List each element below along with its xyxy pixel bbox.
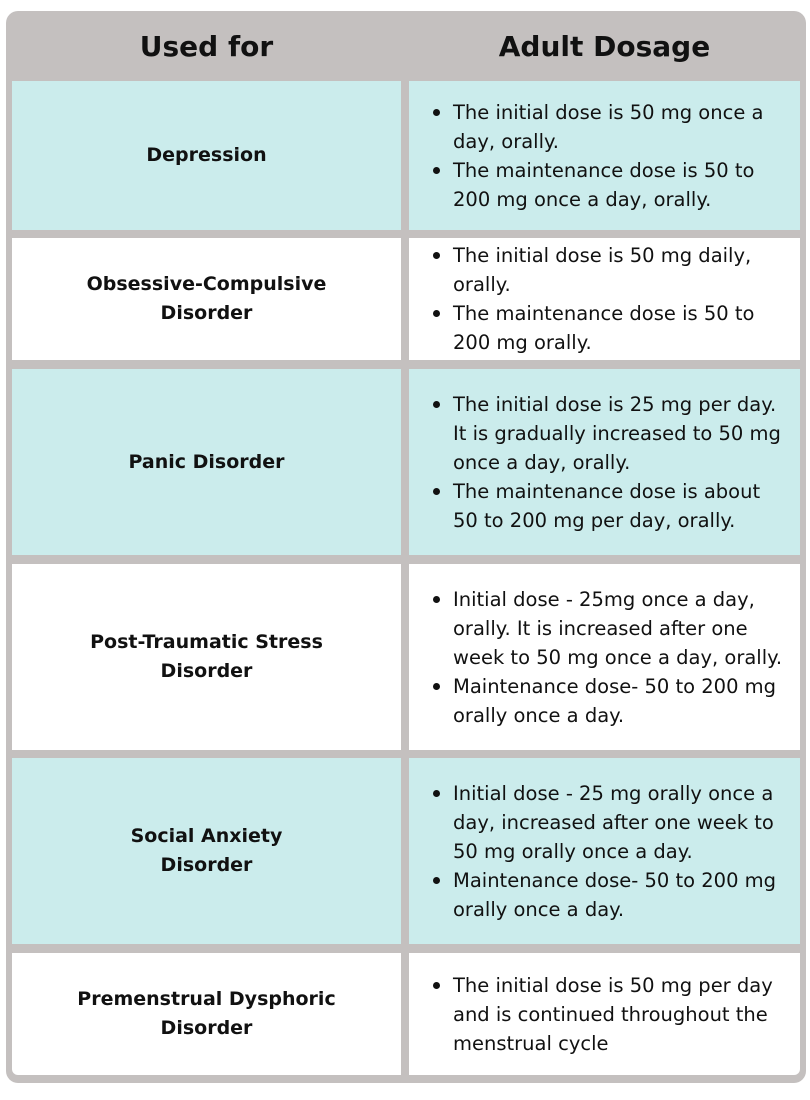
dosage-cell [409, 953, 800, 1075]
dosage-item: The maintenance dose is 50 to 200 mg orally. [449, 299, 790, 357]
dosage-list [429, 241, 790, 357]
dosage-item: Initial dose - 25mg once a day, orally. It is increased after one week to 50 mg once a day, orally. [449, 585, 790, 672]
dosage-list [429, 585, 790, 730]
dosage-item: The maintenance dose is about 50 to 200 mg per day, orally. [449, 477, 790, 535]
dosage-item: The maintenance dose is 50 to 200 mg once a day, orally. [449, 156, 790, 214]
dosage-item: The initial dose is 50 mg daily, orally. [449, 241, 790, 299]
dosage-item: The initial dose is 50 mg once a day, orally. [449, 98, 790, 156]
condition-label: Post-Traumatic Stress Disorder [90, 631, 323, 682]
dosage-item: Maintenance dose- 50 to 200 mg orally once a day. [449, 866, 790, 924]
dosage-item: The initial dose is 25 mg per day. It is gradually increased to 50 mg once a day, orally. [449, 390, 790, 477]
dosage-list [429, 98, 790, 214]
condition-cell [12, 564, 401, 750]
dosage-list [429, 779, 790, 924]
condition-label: Social Anxiety Disorder [130, 825, 283, 876]
dosage-cell [409, 564, 800, 750]
condition-label: Depression [146, 144, 267, 166]
condition-cell [12, 81, 401, 230]
header-used-for: Used for [139, 29, 274, 63]
condition-label: Panic Disorder [128, 450, 285, 473]
dosage-list [429, 390, 790, 535]
dosage-item: Initial dose - 25 mg orally once a day, increased after one week to 50 mg orally once a day. [449, 779, 790, 866]
condition-cell [12, 238, 401, 360]
condition-cell [12, 369, 401, 555]
dosage-cell [409, 369, 800, 555]
dosage-item: Maintenance dose- 50 to 200 mg orally once a day. [449, 672, 790, 730]
dosage-list [429, 971, 790, 1058]
condition-cell [12, 758, 401, 944]
dosage-cell [409, 758, 800, 944]
condition-cell [12, 953, 401, 1075]
dosage-item: The initial dose is 50 mg per day and is continued throughout the menstrual cycle [449, 971, 790, 1058]
dosage-cell [409, 81, 800, 230]
header-adult-dosage: Adult Dosage [498, 29, 711, 63]
condition-label: Obsessive-Compulsive Disorder [86, 273, 327, 324]
condition-label: Premenstrual Dysphoric Disorder [77, 988, 336, 1039]
dosage-cell [409, 238, 800, 360]
